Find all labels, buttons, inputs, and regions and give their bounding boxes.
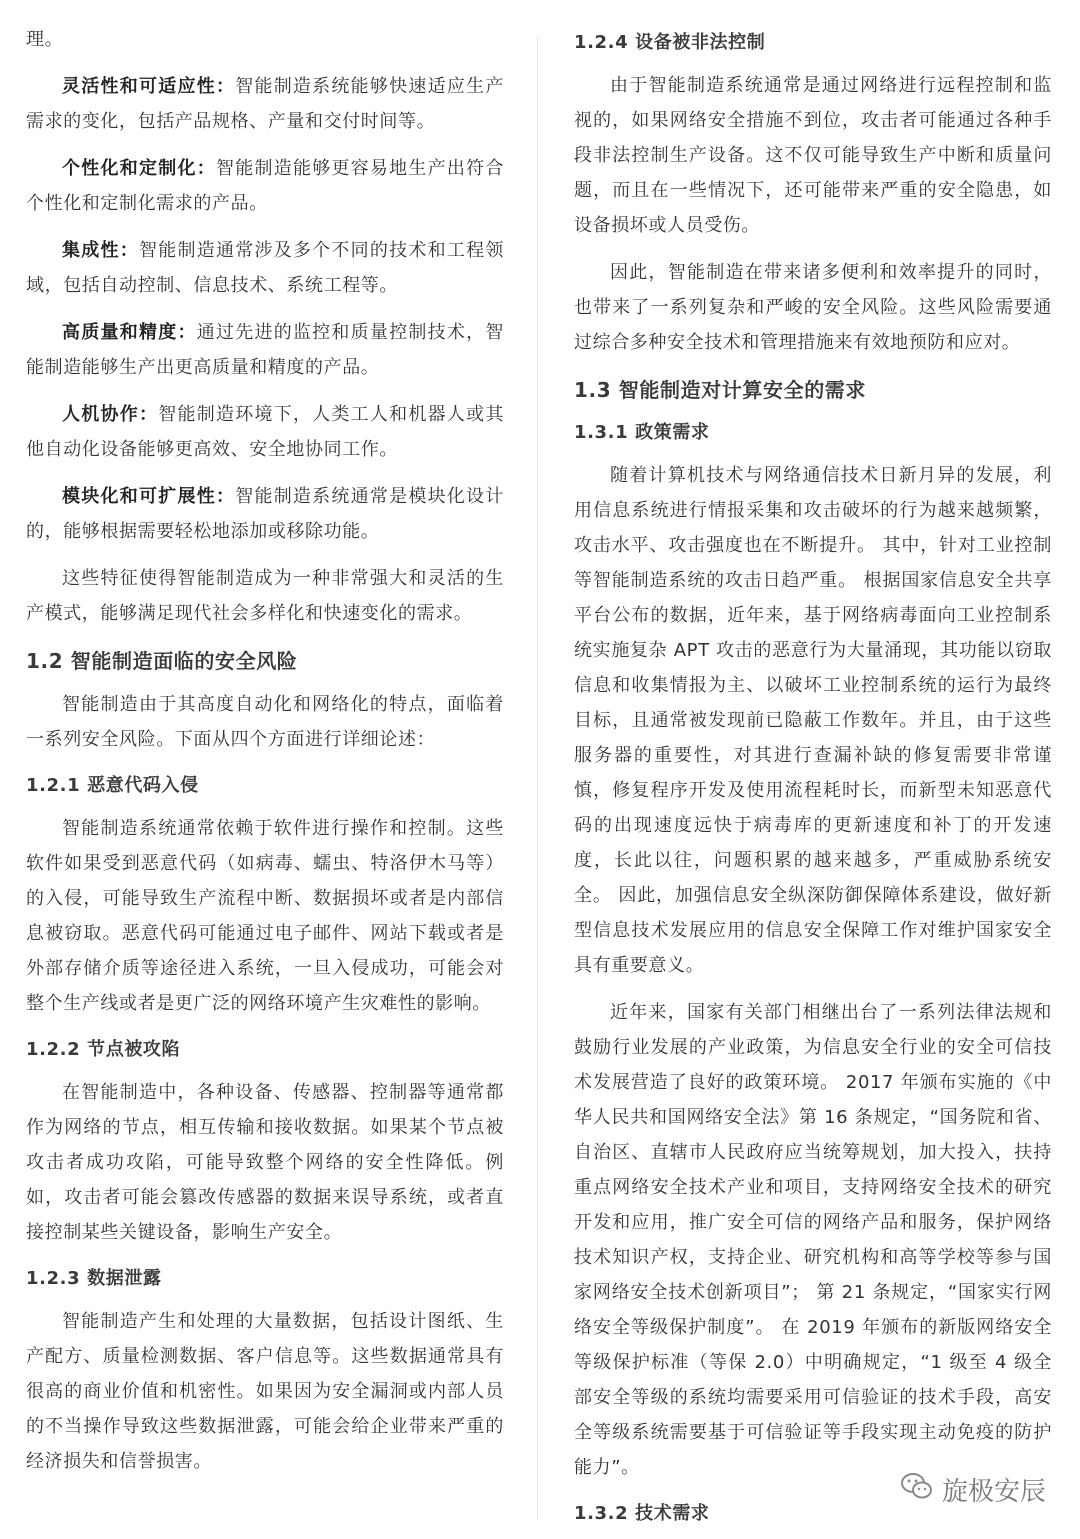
- wechat-icon: [900, 1471, 934, 1508]
- feature-modularity: 模块化和可扩展性：智能制造系统通常是模块化设计的，能够根据需要轻松地添加或移除功能。: [26, 486, 504, 542]
- right-column: [574, 22, 1052, 1539]
- subsection-heading: 1.2.1 恶意代码入侵: [26, 775, 199, 796]
- feature-flexibility: 灵活性和可适应性：智能制造系统能够快速适应生产需求的变化，包括产品规格、产量和交付时间等。: [26, 76, 504, 132]
- paragraph: 智能制造由于其高度自动化和网络化的特点，面临着一系列安全风险。下面从四个方面进行详细论述：: [26, 694, 504, 750]
- feature-quality: 高质量和精度：通过先进的监控和质量控制技术，智能制造能够生产出更高质量和精度的产品。: [26, 322, 504, 378]
- section-heading: 1.2 智能制造面临的安全风险: [26, 649, 298, 673]
- section-heading: 1.3 智能制造对计算安全的需求: [574, 378, 866, 402]
- paragraph: 随着计算机技术与网络通信技术日新月异的发展，利用信息系统进行情报采集和攻击破坏的行为越来越频繁，攻击水平、攻击强度也在不断提升。 其中，针对工业控制等智能制造系统的攻击日趋严重。 根据国家信息安全共享平台公布的数据，近年来，基于网络病毒面向工业控制系统实施复杂 APT 攻击的恶意行为大量涌现，其功能以窃取信息和收集情报为主、以破坏工业控制系统的运行为最终目标，且通常被发现前已隐蔽工作数年。并且，由于这些服务器的重要性，对其进行查漏补缺的修复需要非常谨慎，修复程序开发及使用流程耗时长，而新型未知恶意代码的出现速度远快于病毒库的更新速度和补丁的开发速度，长此以往，问题积累的越来越多，严重威胁系统安全。 因此，加强信息安全纵深防御保障体系建设，做好新型信息技术发展应用的信息安全保障工作对维护国家安全具有重要意义。: [574, 465, 1052, 976]
- watermark: [900, 1471, 1046, 1508]
- feature-integration: 集成性：智能制造通常涉及多个不同的技术和工程领域，包括自动控制、信息技术、系统工程等。: [26, 240, 504, 296]
- paragraph: 在智能制造中，各种设备、传感器、控制器等通常都作为网络的节点，相互传输和接收数据。如果某个节点被攻击者成功攻陷，可能导致整个网络的安全性降低。例如，攻击者可能会篡改传感器的数据来误导系统，或者直接控制某些关键设备，影响生产安全。: [26, 1082, 504, 1243]
- subsection-heading: 1.2.2 节点被攻陷: [26, 1039, 181, 1060]
- paragraph: 由于智能制造系统通常是通过网络进行远程控制和监视的，如果网络安全措施不到位，攻击者可能通过各种手段非法控制生产设备。这不仅可能导致生产中断和质量问题，而且在一些情况下，还可能带来严重的安全隐患，如设备损坏或人员受伤。: [574, 75, 1052, 236]
- paragraph: 因此，智能制造在带来诸多便利和效率提升的同时，也带来了一系列复杂和严峻的安全风险。这些风险需要通过综合多种安全技术和管理措施来有效地预防和应对。: [574, 262, 1052, 353]
- paragraph: 这些特征使得智能制造成为一种非常强大和灵活的生产模式，能够满足现代社会多样化和快速变化的需求。: [26, 568, 504, 624]
- subsection-heading: 1.3.1 政策需求: [574, 422, 710, 443]
- paragraph: 智能制造系统通常依赖于软件进行操作和控制。这些软件如果受到恶意代码（如病毒、蠕虫、特洛伊木马等）的入侵，可能导致生产流程中断、数据损坏或者是内部信息被窃取。恶意代码可能通过电子邮件、网站下载或者是外部存储介质等途径进入系统，一旦入侵成功，可能会对整个生产线或者是更广泛的网络环境产生灾难性的影响。: [26, 818, 504, 1014]
- subsection-heading: 1.3.2 技术需求: [574, 1503, 710, 1524]
- watermark-text: 旋极安辰: [941, 1477, 1046, 1507]
- paragraph: 近年来，国家有关部门相继出台了一系列法律法规和鼓励行业发展的产业政策，为信息安全行业的安全可信技术发展营造了良好的政策环境。 2017 年颁布实施的《中华人民共和国网络安全法》第 16 条规定，“国务院和省、自治区、直辖市人民政府应当统筹规划，加大投入，扶持重点网络安全技术产业和项目，支持网络安全技术的研究开发和应用，推广安全可信的网络产品和服务，保护网络技术知识产权，支持企业、研究机构和高等学校等参与国家网络安全技术创新项目”； 第 21 条规定，“国家实行网络安全等级保护制度”。 在 2019 年颁布的新版网络安全等级保护标准（等保 2.0）中明确规定，“1 级至 4 级全部安全等级的系统均需要采用可信验证的技术手段，高安全等级系统需要基于可信验证等手段实现主动免疫的防护能力”。: [574, 1002, 1052, 1478]
- column-divider: [537, 36, 538, 1520]
- left-column: [26, 22, 504, 1491]
- subsection-heading: 1.2.4 设备被非法控制: [574, 32, 766, 53]
- paragraph: 理。: [26, 29, 64, 50]
- paragraph: 智能制造产生和处理的大量数据，包括设计图纸、生产配方、质量检测数据、客户信息等。这些数据通常具有很高的商业价值和机密性。如果因为安全漏洞或内部人员的不当操作导致这些数据泄露，可能会给企业带来严重的经济损失和信誉损害。: [26, 1311, 504, 1472]
- feature-customization: 个性化和定制化：智能制造能够更容易地生产出符合个性化和定制化需求的产品。: [26, 158, 504, 214]
- feature-collaboration: 人机协作：智能制造环境下，人类工人和机器人或其他自动化设备能够更高效、安全地协同工作。: [26, 404, 504, 460]
- subsection-heading: 1.2.3 数据泄露: [26, 1268, 162, 1289]
